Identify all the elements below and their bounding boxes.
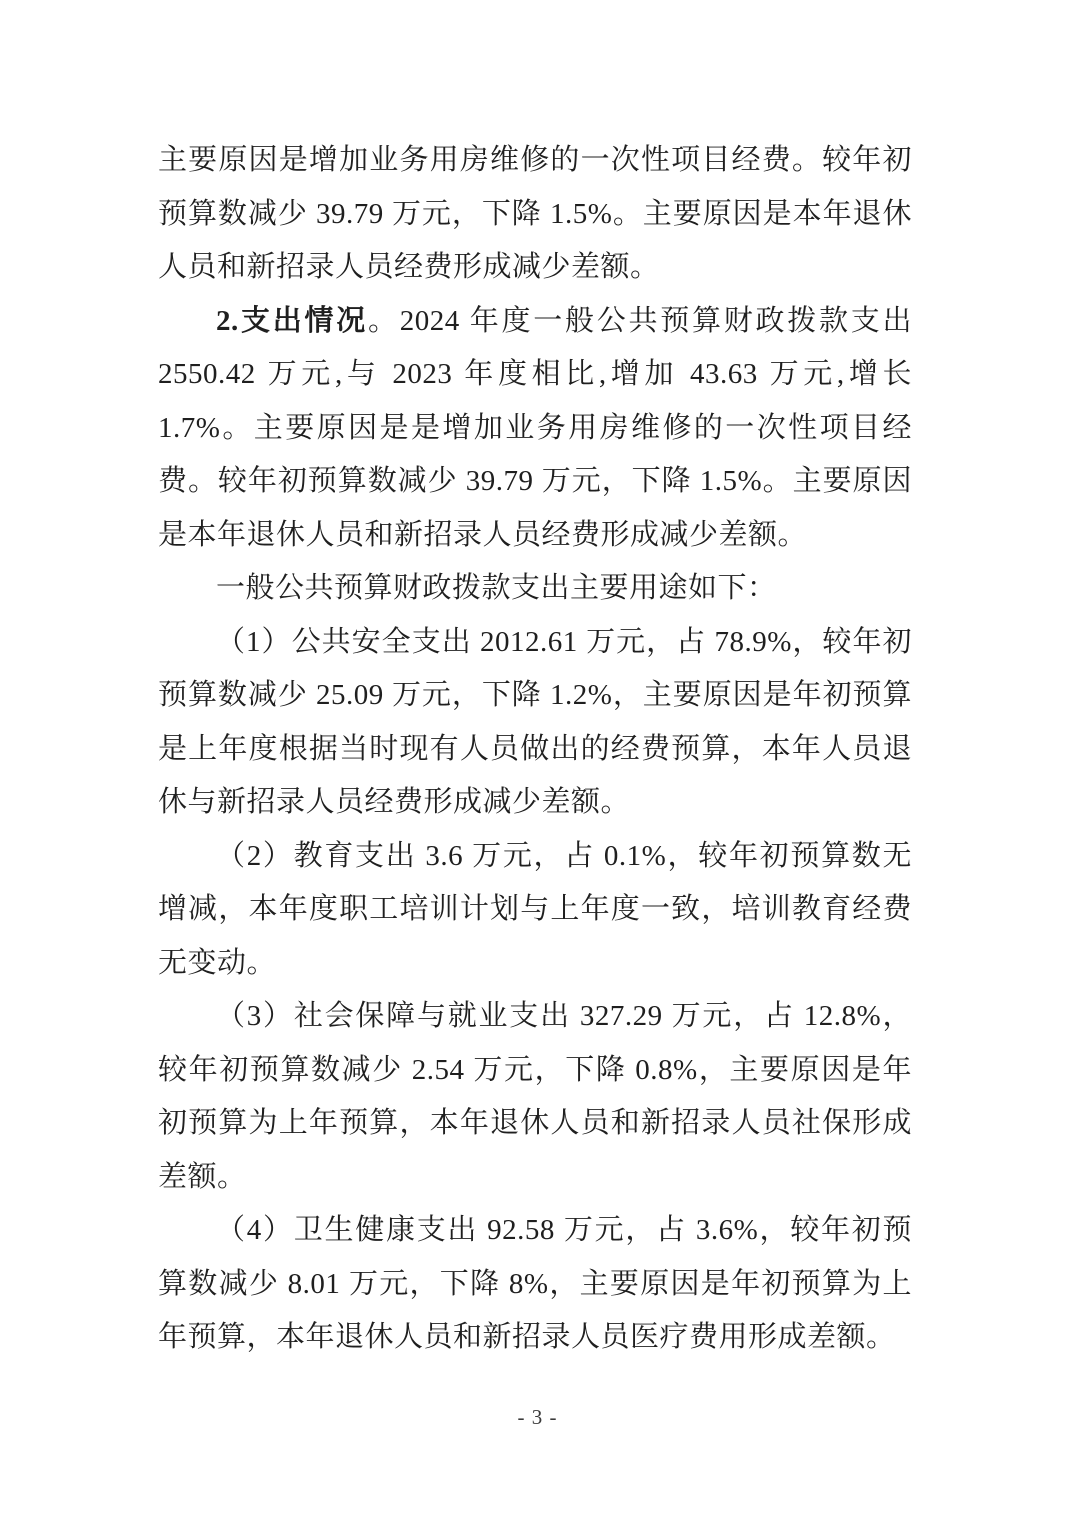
paragraph-item-health: （4）卫生健康支出 92.58 万元，占 3.6%，较年初预算数减少 8.01 万元，下降 8%，主要原因是年初预算为上年预算，本年退休人员和新招录人员医疗费用形成差额。 (158, 1214, 912, 1353)
paragraph-item-public-safety: （1）公共安全支出 2012.61 万元，占 78.9%，较年初预算数减少 25.09 万元，下降 1.2%，主要原因是年初预算是上年度根据当时现有人员做出的经费预算，本年人员退休与新招录人员经费形成减少差额。 (158, 625, 912, 818)
paragraph-body-text: 。2024 年度一般公共预算财政拨款支出 2550.42 万元,与 2023 年度相比,增加 43.63 万元,增长 1.7%。主要原因是是增加业务用房维修的一次性项目经费。较年初预算数减少 39.79 万元，下降 1.5%。主要原因是本年退休人员和新招录人员经费形成减少差额。 (158, 304, 912, 551)
page-number: - 3 - (517, 1405, 558, 1429)
paragraph-expenditure-section (158, 295, 912, 563)
paragraph-item-social-security: （3）社会保障与就业支出 327.29 万元，占 12.8%，较年初预算数减少 2.54 万元，下降 0.8%，主要原因是年初预算为上年预算，本年退休人员和新招录人员社保形成差额。 (158, 1000, 912, 1193)
document-content (158, 134, 912, 1365)
paragraph-continuation: 主要原因是增加业务用房维修的一次性项目经费。较年初预算数减少 39.79 万元，下降 1.5%。主要原因是本年退休人员和新招录人员经费形成减少差额。 (158, 144, 912, 283)
paragraph-item-education: （2）教育支出 3.6 万元，占 0.1%，较年初预算数无增减，本年度职工培训计划与上年度一致，培训教育经费无变动。 (158, 839, 912, 979)
paragraph-usage-intro: 一般公共预算财政拨款支出主要用途如下： (216, 572, 777, 604)
paragraph-bold-lead: 2.支出情况 (216, 304, 368, 337)
page-footer (0, 1402, 1075, 1432)
